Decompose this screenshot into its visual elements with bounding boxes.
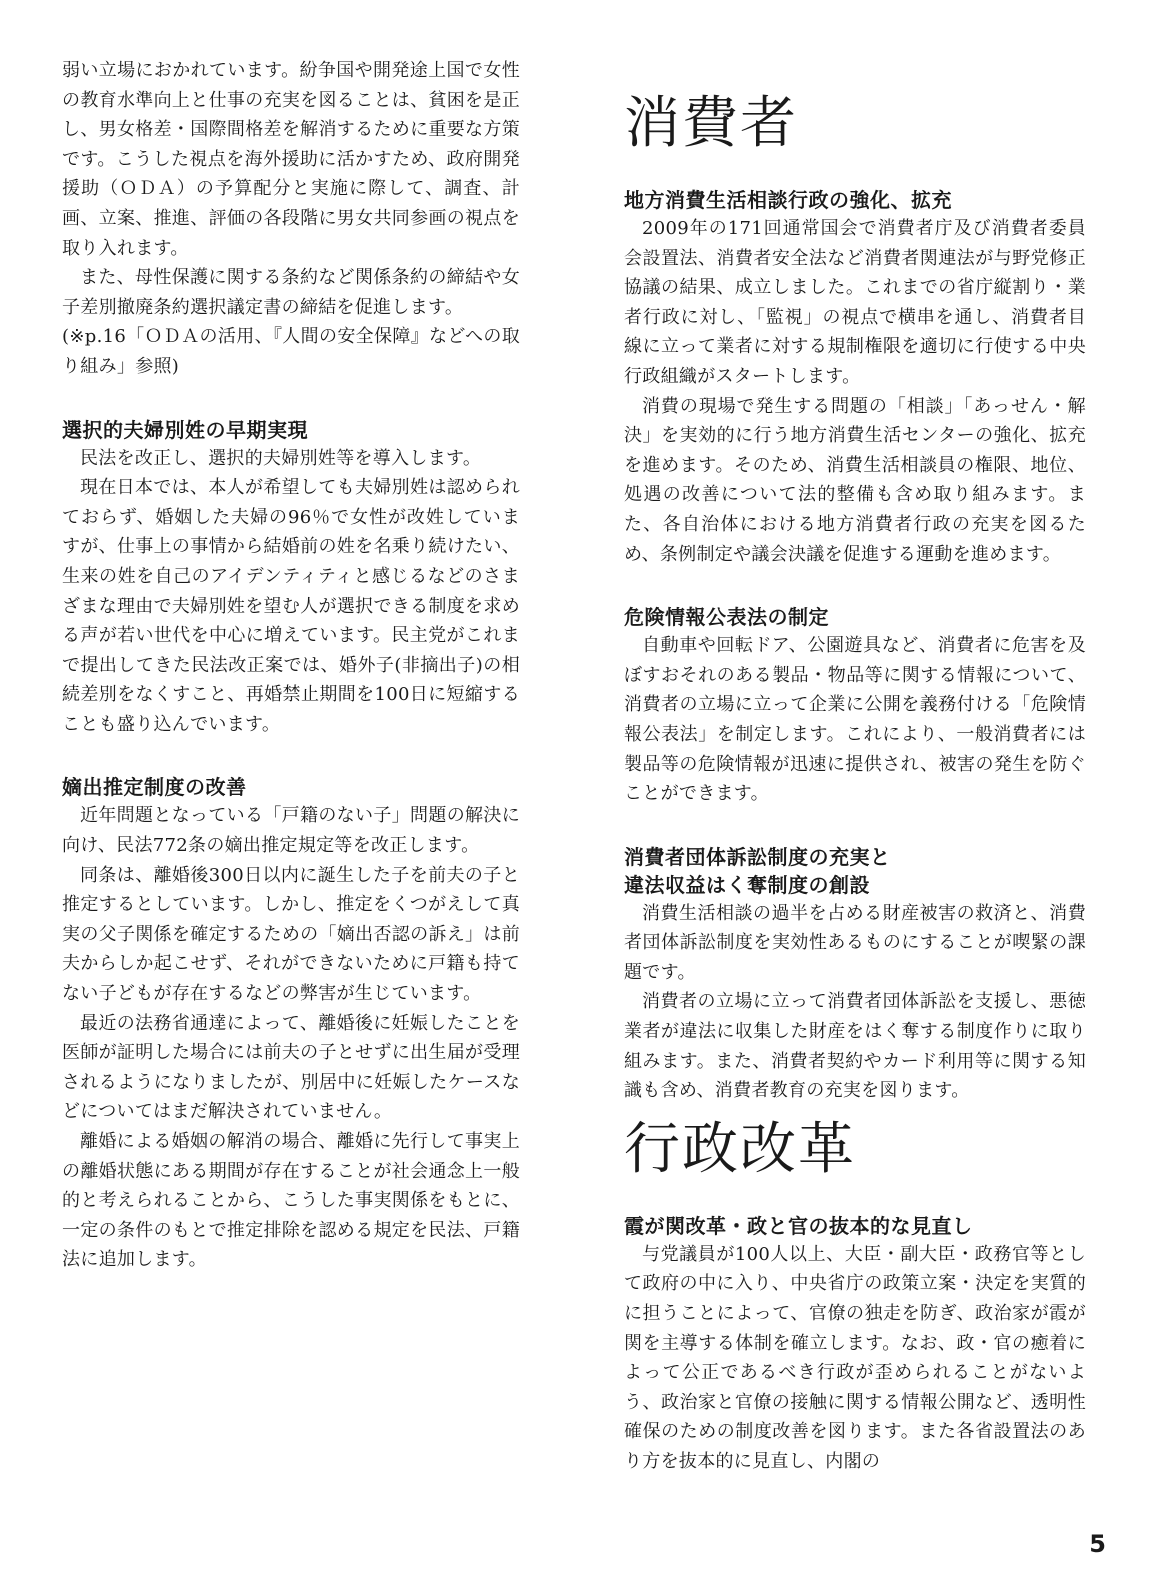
section-heading-legitimacy-presumption: 嫡出推定制度の改善 — [62, 775, 247, 800]
body-paragraph: 自動車や回転ドア、公園遊具など、消費者に危害を及ぼすおそれのある製品・物品等に関する情報について、消費者の立場に立って企業に公開を義務付ける「危険情報公表法」を制定します。これにより、一般消費者には製品等の危険情報が迅速に提供され、被害の発生を防ぐことができます。 — [624, 635, 1086, 805]
left-column — [62, 56, 520, 1275]
intro-paragraph: 弱い立場におかれています。紛争国や開発途上国で女性の教育水準向上と仕事の充実を図ることは、貧困を是正し、男女格差・国際間格差を解消するために重要な方策です。こうした視点を海外援助に活かすため、政府開発援助（ＯＤＡ）の予算配分と実施に際して、調査、計画、立案、推進、評価の各段階に男女共同参画の視点を取り入れます。 — [62, 60, 520, 259]
body-paragraph: 近年問題となっている「戸籍のない子」問題の解決に向け、民法772条の嫡出推定規定等を改正します。 — [62, 805, 520, 857]
body-paragraph: 現在日本では、本人が希望しても夫婦別姓は認められておらず、婚姻した夫婦の96％で女性が改姓していますが、仕事上の事情から結婚前の姓を名乗り続けたい、生来の姓を自己のアイデンティティと感じるなどのさまざまな理由で夫婦別姓を望む人が選択できる制度を求める声が若い世代を中心に増えています。民主党がこれまで提出してきた民法改正案では、婚外子(非摘出子)の相続差別をなくすこと、再婚禁止期間を100日に短縮することも盛り込んでいます。 — [62, 477, 520, 735]
right-column — [624, 56, 1086, 1477]
chapter-title-administrative-reform: 行政改革 — [624, 1116, 856, 1182]
body-paragraph: 同条は、離婚後300日以内に誕生した子を前夫の子と推定するとしています。しかし、推定をくつがえして真実の父子関係を確定するための「嫡出否認の訴え」は前夫からしか起こせず、それができないために戸籍も持てない子どもが存在するなどの弊害が生じています。 — [62, 864, 520, 1005]
body-paragraph: 民法を改正し、選択的夫婦別姓等を導入します。 — [80, 447, 482, 469]
page-number: 5 — [1089, 1530, 1106, 1558]
body-paragraph: 離婚による婚姻の解消の場合、離婚に先行して事実上の離婚状態にある期間が存在することが社会通念上一般的と考えられることから、こうした事実関係をもとに、一定の条件のもとで推定排除を認める規定を民法、戸籍法に追加します。 — [62, 1131, 520, 1271]
section-heading-consumer-consultation: 地方消費生活相談行政の強化、拡充 — [624, 188, 952, 212]
intro-paragraph: また、母性保護に関する条約など関係条約の締結や女子差別撤廃条約選択議定書の締結を促進します。 — [62, 267, 520, 318]
section-heading-class-action — [624, 843, 1086, 899]
body-paragraph: 最近の法務省通達によって、離婚後に妊娠したことを医師が証明した場合には前夫の子とせずに出生届が受理されるようになりましたが、別居中に妊娠したケースなどについてはまだ解決されていません。 — [62, 1012, 520, 1123]
body-paragraph: 消費の現場で発生する問題の「相談」「あっせん・解決」を実効的に行う地方消費生活センターの強化、拡充を進めます。そのため、消費生活相談員の権限、地位、処遇の改善について法的整備も含め取り組みます。また、各自治体における地方消費者行政の充実を図るため、条例制定や議会決議を促進する運動を進めます。 — [624, 395, 1086, 565]
chapter-title-consumers: 消費者 — [624, 91, 798, 156]
body-paragraph: 与党議員が100人以上、大臣・副大臣・政務官等として政府の中に入り、中央省庁の政策立案・決定を実質的に担うことによって、官僚の独走を防ぎ、政治家が霞が関を主導する体制を確立します。なお、政・官の癒着によって公正であるべき行政が歪められることがないよう、政治家と官僚の接触に関する情報公開など、透明性確保のための制度改善を図ります。また各省設置法のあり方を抜本的に見直し、内閣の — [624, 1243, 1086, 1472]
heading-line: 消費者団体訴訟制度の充実と — [624, 844, 891, 869]
section-heading-separate-surnames: 選択的夫婦別姓の早期実現 — [62, 417, 308, 442]
body-paragraph: 2009年の171回通常国会で消費者庁及び消費者委員会設置法、消費者安全法など消費者関連法が与野党修正協議の結果、成立しました。これまでの省庁縦割り・業者行政に対し、「監視」の視点で横串を通し、消費者目線に立って業者に対する規制権限を適切に行使する中央行政組織がスタートします。 — [624, 218, 1086, 387]
body-paragraph: 消費者の立場に立って消費者団体訴訟を支援し、悪徳業者が違法に収集した財産をはく奪する制度作りに取り組みます。また、消費者契約やカード利用等に関する知識も含め、消費者教育の充実を図ります。 — [624, 991, 1086, 1102]
section-heading-kasumigaseki-reform: 霞が関改革・政と官の抜本的な見直し — [624, 1213, 973, 1238]
body-paragraph: 消費生活相談の過半を占める財産被害の救済と、消費者団体訴訟制度を実効性あるものにすることが喫緊の課題です。 — [624, 902, 1086, 983]
section-heading-danger-info-law: 危険情報公表法の制定 — [624, 605, 829, 630]
heading-line: 違法収益はく奪制度の創設 — [624, 872, 870, 897]
reference-note: (※p.16「ＯＤＡの活用、『人間の安全保障』などへの取り組み」参照) — [62, 326, 520, 377]
